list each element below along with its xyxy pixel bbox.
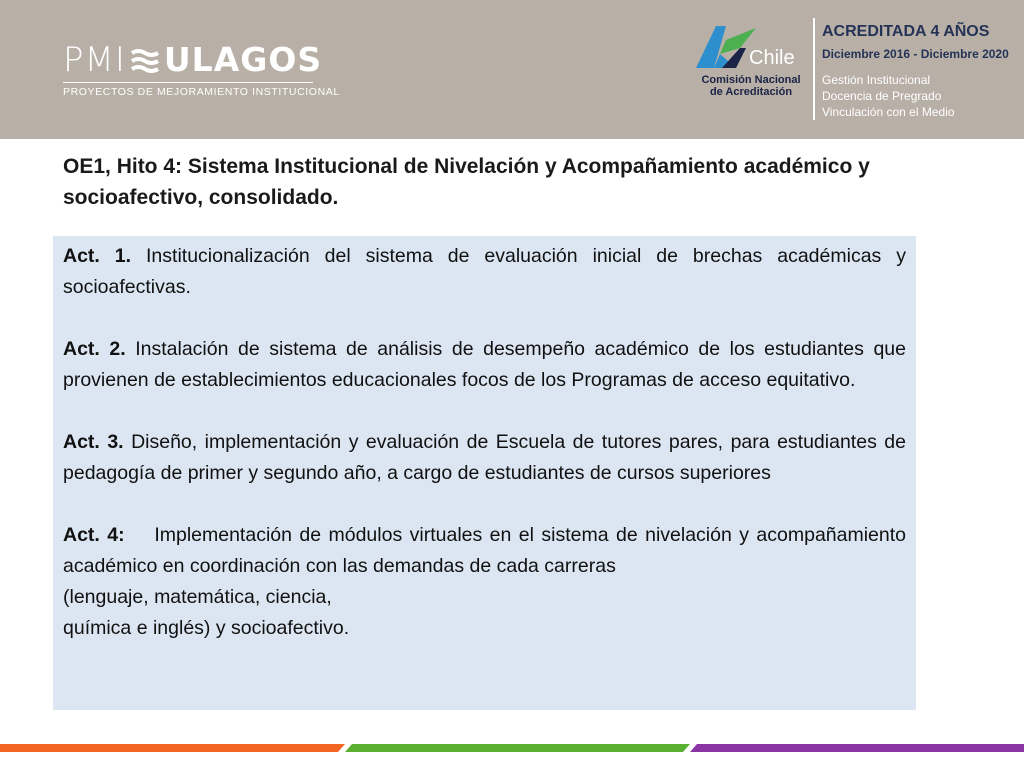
footer-stripe-purple [690,744,1024,752]
cna-name-line2: de Acreditación [709,86,793,98]
pmi-ulagos-logo [63,40,340,98]
cna-name [696,74,806,98]
activity-4-line-2: (lenguaje, matemática, ciencia, [63,586,332,608]
accreditation-area-3: Vinculación con el Medio [822,105,955,119]
pmi-tagline: PROYECTOS DE MEJORAMIENTO INSTITUCIONAL [63,86,340,98]
activity-3-text: Diseño, implementación y evaluación de Escuela de tutores pares, para estudiantes de pedagogía de primer y segundo año, a cargo de estudiantes de cursos superiores [63,431,906,484]
accreditation-dates: Diciembre 2016 - Diciembre 2020 [822,47,1009,61]
header-banner [0,0,1024,139]
activity-3 [63,427,906,489]
footer-stripe-orange [0,744,345,752]
activity-4-line-3: química e inglés) y socioafectivo. [63,617,350,639]
footer-stripes [0,742,1024,754]
accreditation-areas [822,72,1009,120]
accreditation-block [822,22,1009,120]
cna-chile-text: Chile [749,47,795,69]
accreditation-divider [813,18,815,120]
activity-1-label: Act. 1. [63,245,132,267]
activity-4 [63,520,906,644]
activity-1 [63,241,906,303]
activity-2 [63,334,906,396]
activity-4-label: Act. 4: [63,524,125,546]
cna-name-line1: Comisión Nacional [701,74,801,86]
accreditation-area-1: Gestión Institucional [822,73,931,87]
activities-panel [53,236,916,710]
activity-3-label: Act. 3. [63,431,124,453]
activity-2-text: Instalación de sistema de análisis de desempeño académico de los estudiantes que provienen de establecimientos educacionales focos de los Programas de acceso equitativo. [63,338,906,391]
slide-title: OE1, Hito 4: Sistema Institucional de Nivelación y Acompañamiento académico y socioafectivo, consolidado. [63,155,870,209]
activity-1-text: Institucionalización del sistema de evaluación inicial de brechas académicas y socioafectivas. [63,245,906,298]
logo-divider [63,82,313,83]
activity-4-text: Implementación de módulos virtuales en el sistema de nivelación y acompañamiento académico en coordinación con las demandas de cada carreras [63,524,907,577]
footer-stripe-green [345,744,690,752]
pmi-logo-text: PMI [63,40,126,80]
ulagos-logo-text: ULAGOS [163,40,323,79]
activity-2-label: Act. 2. [63,338,126,360]
accreditation-title: ACREDITADA 4 AÑOS [822,23,990,40]
pmi-waves-icon [130,46,160,74]
accreditation-area-2: Docencia de Pregrado [822,89,942,103]
cna-logo-mark-icon [696,24,756,70]
